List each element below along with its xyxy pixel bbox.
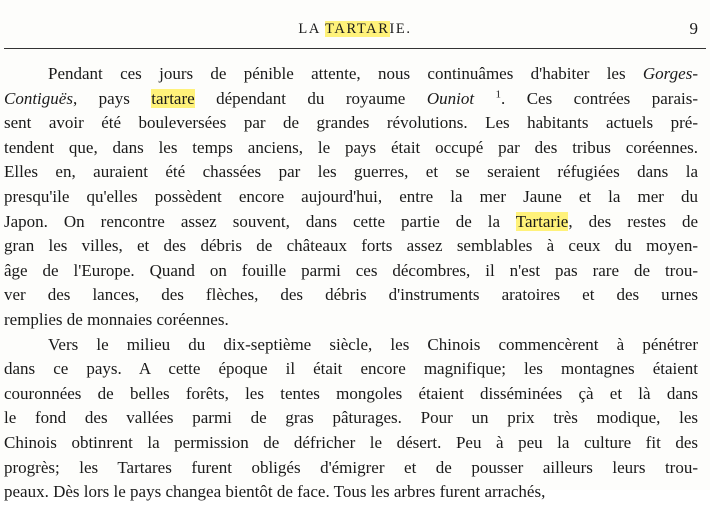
text-line: âge de l'Europe. Quand on fouille parmi ces décombres, il n'est pas rare de trou- <box>4 260 698 280</box>
text-line: tendent que, dans les temps anciens, le pays était occupé par des tribus coréennes. <box>4 137 698 157</box>
header-rule <box>4 48 706 49</box>
text-line: sent avoir été bouleversées par de grandes révolutions. Les habitants actuels pré- <box>4 113 698 133</box>
text-line: Vers le milieu du dix-septième siècle, les Chinois commencèrent à pénétrer <box>48 334 698 354</box>
text-line: peaux. Dès lors le pays changea bientôt de face. Tous les arbres furent arrachés, <box>4 482 546 502</box>
running-title-highlight: TARTAR <box>325 21 390 37</box>
italic-term: Contiguës <box>4 88 73 108</box>
text-line: progrès; les Tartares furent obligés d'émigrer et de pousser ailleurs leurs trou- <box>4 457 698 477</box>
text-line: presqu'ile qu'elles possèdent encore aujourd'hui, entre la mer Jaune et la mer du <box>4 186 698 206</box>
text-line: Pendant ces jours de pénible attente, nous continuâmes d'habiter les Gorges- <box>48 64 698 83</box>
running-title-suffix: IE. <box>389 21 412 37</box>
text-line: Contiguës, pays tartare dépendant du royaume Ouniot $^1$. Ces contrées parais- <box>4 87 698 108</box>
italic-term: Gorges- <box>642 64 698 83</box>
text-line: couronnées de belles forêts, les tentes mongoles étaient disséminées çà et là dans <box>4 383 698 403</box>
highlighted-word: tartare <box>151 88 195 108</box>
text-line: le fond des vallées parmi de gras pâturages. Pour un prix très modique, les <box>4 408 698 428</box>
running-head <box>0 18 710 42</box>
footnote-marker: 1 <box>495 87 501 100</box>
text-line: ver des lances, des flèches, des débris d'instruments aratoires et des urnes <box>4 285 698 305</box>
text-line: Japon. On rencontre assez souvent, dans cette partie de la Tartarie, des restes de <box>4 211 698 231</box>
text-line: Chinois obtinrent la permission de défricher le désert. Peu à peu la culture fit des <box>4 432 698 452</box>
highlighted-word: Tartarie <box>515 211 569 231</box>
text-line: dans ce pays. A cette époque il était encore magnifique; les montagnes étaient <box>4 359 698 379</box>
text-line: gran les villes, et des débris de châteaux forts assez semblables à ceux du moyen- <box>4 236 698 256</box>
body-text <box>4 62 698 505</box>
text-line: remplies de monnaies coréennes. <box>4 309 229 329</box>
running-title-prefix: LA <box>298 21 326 37</box>
italic-term: Ouniot <box>426 88 475 108</box>
page-number: 9 <box>689 19 698 38</box>
text-line: Elles en, auraient été chassées par les guerres, et se seraient réfugiées dans la <box>4 162 698 182</box>
running-title <box>0 21 710 38</box>
